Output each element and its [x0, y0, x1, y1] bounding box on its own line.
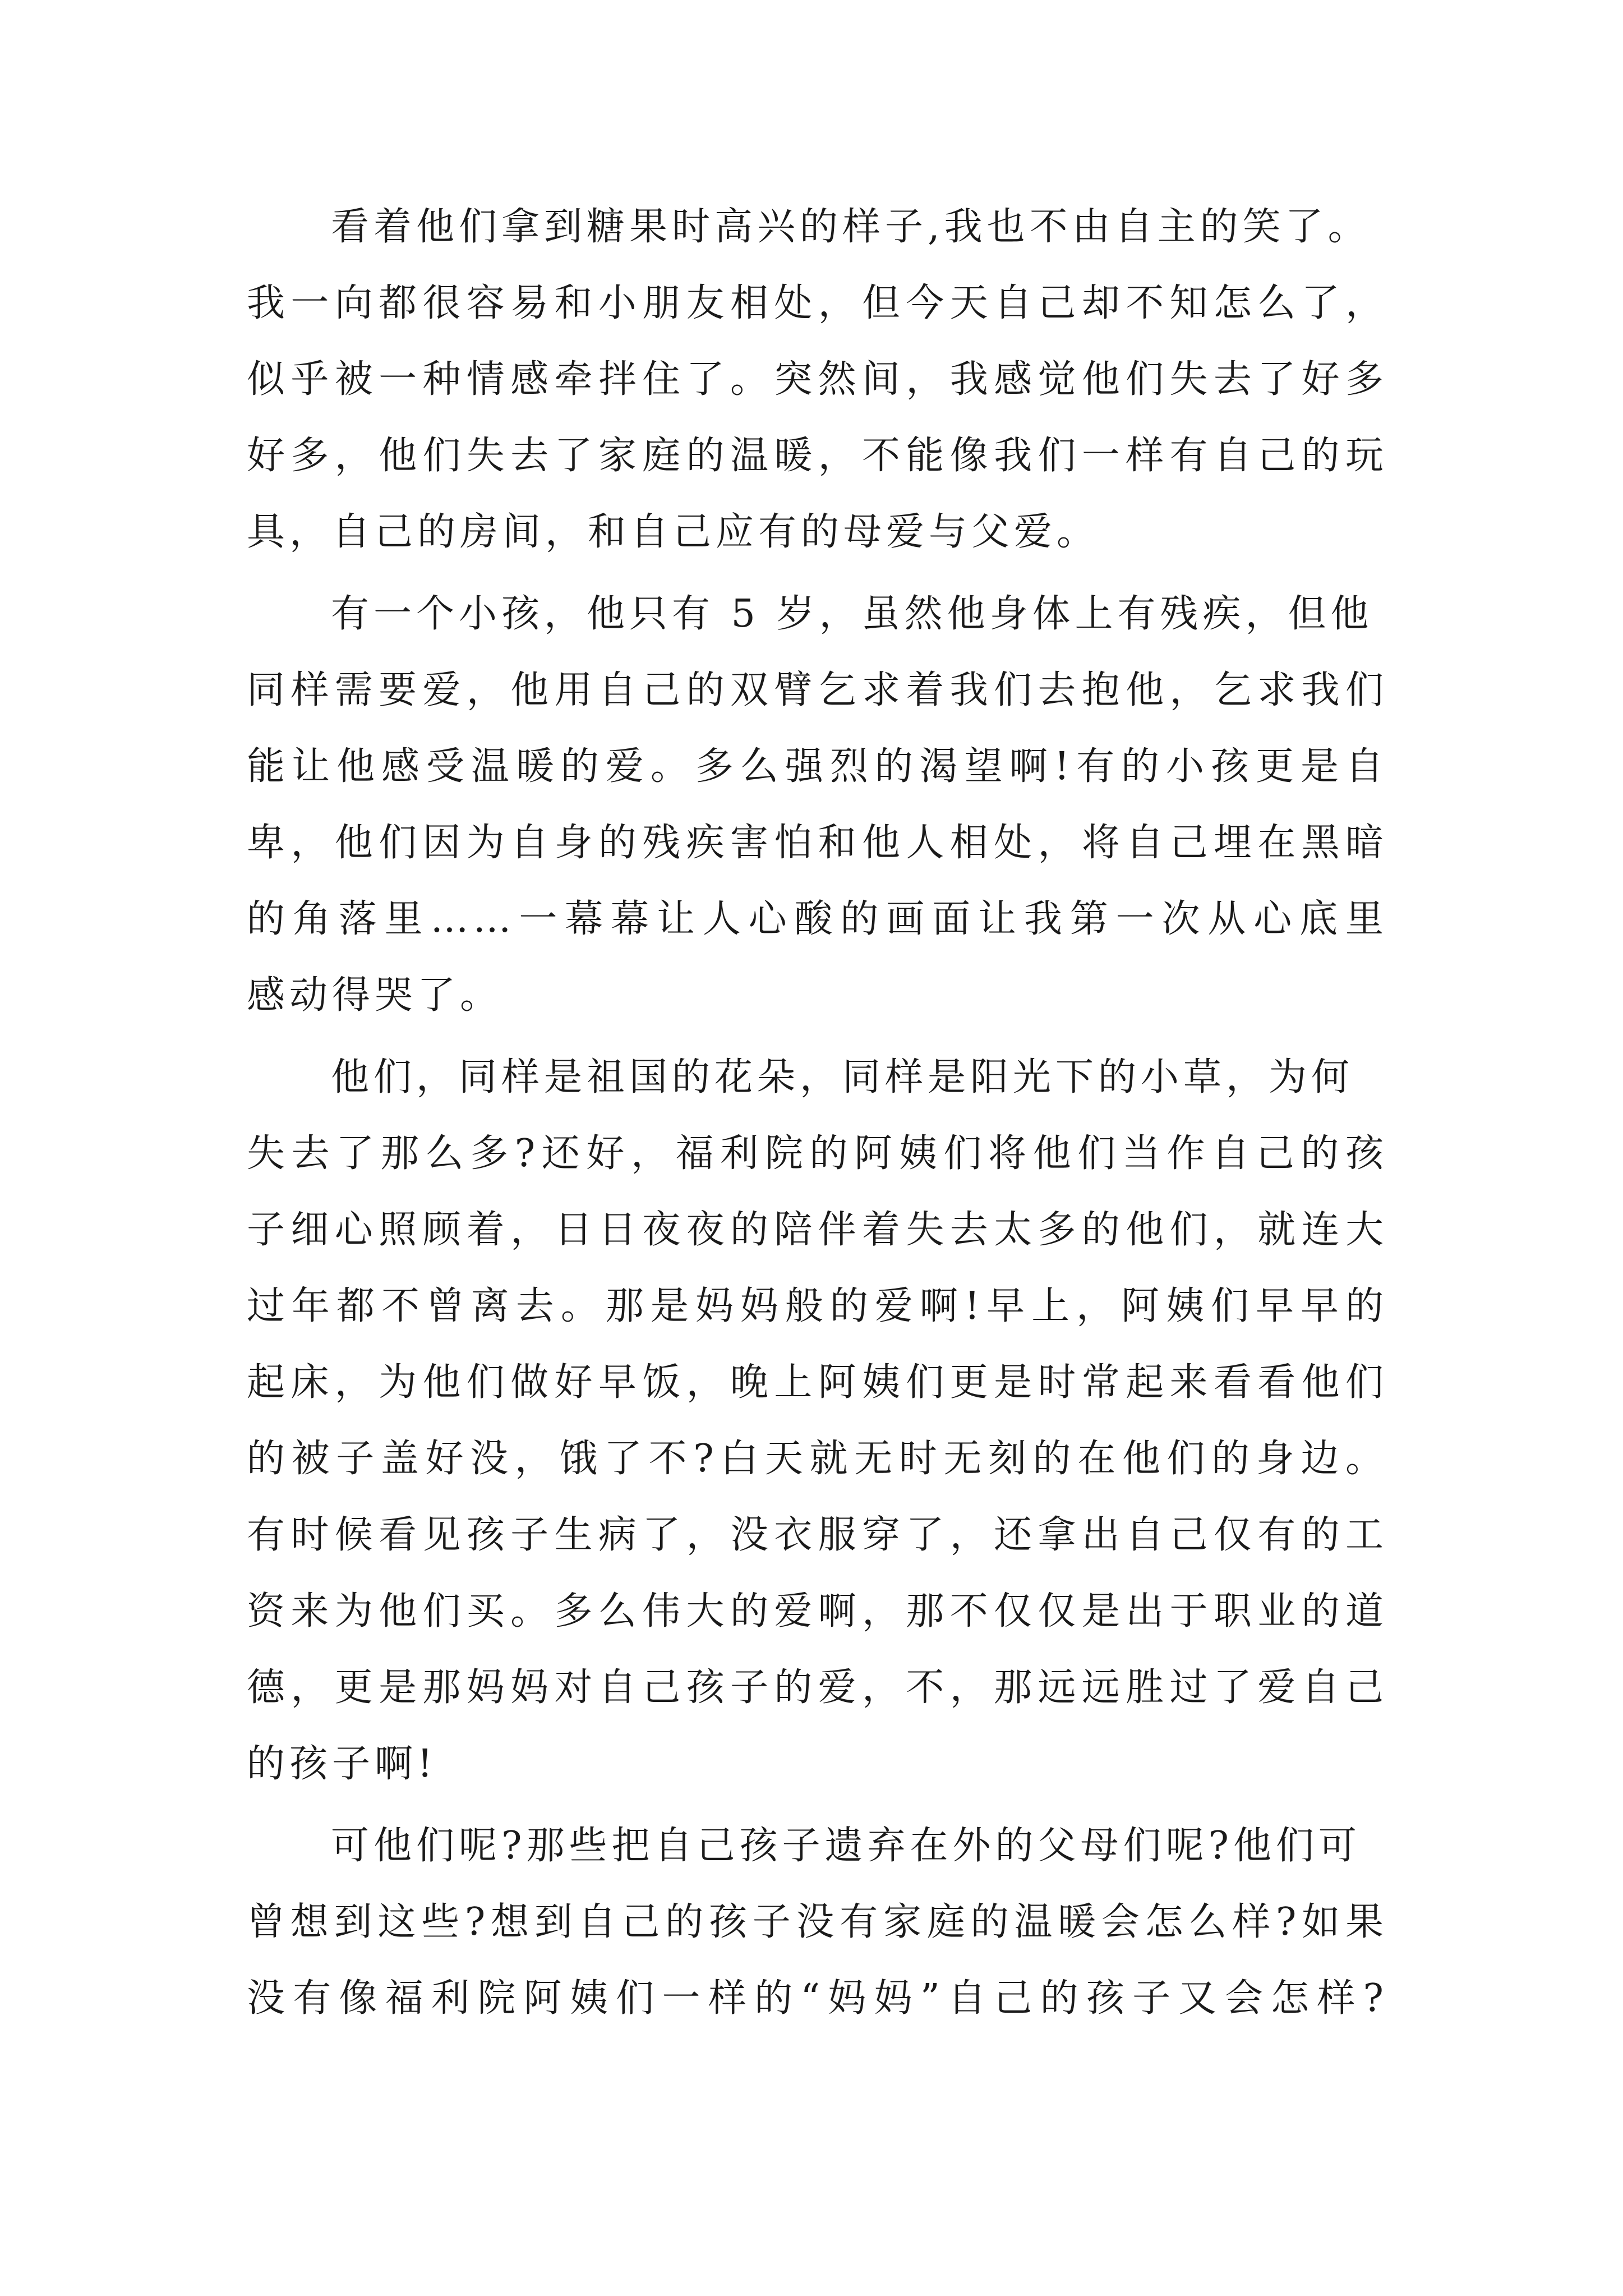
paragraph-2-line-2: 同样需要爱，他用自己的双臂乞求着我们去抱他，乞求我们: [247, 668, 1388, 712]
paragraph-3-line-2: 失去了那么多?还好，福利院的阿姨们将他们当作自己的孩: [247, 1131, 1388, 1176]
paragraph-1-line-2: 我一向都很容易和小朋友相处，但今天自己却不知怎么了，: [247, 281, 1388, 325]
paragraph-2-line-3: 能让他感受温暖的爱。多么强烈的渴望啊!有的小孩更是自: [247, 744, 1388, 789]
paragraph-4-line-2: 曾想到这些?想到自己的孩子没有家庭的温暖会怎么样?如果: [247, 1900, 1388, 1944]
paragraph-2-line-1: 有一个小孩，他只有 5 岁，虽然他身体上有残疾，但他: [331, 592, 1373, 636]
paragraph-2-line-4: 卑，他们因为自身的残疾害怕和他人相处，将自己埋在黑暗: [247, 821, 1388, 865]
paragraph-1-line-1: 看着他们拿到糖果时高兴的样子,我也不由自主的笑了。: [331, 205, 1371, 249]
paragraph-3-line-5: 起床，为他们做好早饭，晚上阿姨们更是时常起来看看他们: [247, 1360, 1388, 1405]
paragraph-3-line-1: 他们，同样是祖国的花朵，同样是阳光下的小草，为何: [331, 1055, 1354, 1099]
paragraph-4-line-1: 可他们呢?那些把自己孩子遗弃在外的父母们呢?他们可: [331, 1824, 1361, 1868]
paragraph-3-line-10: 的孩子啊!: [247, 1742, 437, 1786]
paragraph-3-line-6: 的被子盖好没，饿了不?白天就无时无刻的在他们的身边。: [247, 1437, 1388, 1481]
paragraph-3-line-3: 子细心照顾着，日日夜夜的陪伴着失去太多的他们，就连大: [247, 1208, 1388, 1252]
paragraph-3-line-8: 资来为他们买。多么伟大的爱啊，那不仅仅是出于职业的道: [247, 1589, 1388, 1634]
paragraph-1-line-3: 似乎被一种情感牵拌住了。突然间，我感觉他们失去了好多: [247, 357, 1388, 402]
paragraph-3-line-9: 德，更是那妈妈对自己孩子的爱，不，那远远胜过了爱自己: [247, 1665, 1388, 1710]
paragraph-3-line-7: 有时候看见孩子生病了，没衣服穿了，还拿出自己仅有的工: [247, 1513, 1388, 1557]
paragraph-1-line-4: 好多，他们失去了家庭的温暖，不能像我们一样有自己的玩: [247, 434, 1388, 478]
paragraph-3-line-4: 过年都不曾离去。那是妈妈般的爱啊!早上，阿姨们早早的: [247, 1284, 1388, 1328]
paragraph-2-line-5: 的角落里……一幕幕让人心酸的画面让我第一次从心底里: [247, 897, 1388, 941]
paragraph-2-line-6: 感动得哭了。: [247, 973, 503, 1018]
paragraph-1-line-5: 具，自己的房间，和自己应有的母爱与父爱。: [247, 510, 1100, 554]
paragraph-4-line-3: 没有像福利院阿姨们一样的“妈妈”自己的孩子又会怎样?: [247, 1976, 1388, 2021]
